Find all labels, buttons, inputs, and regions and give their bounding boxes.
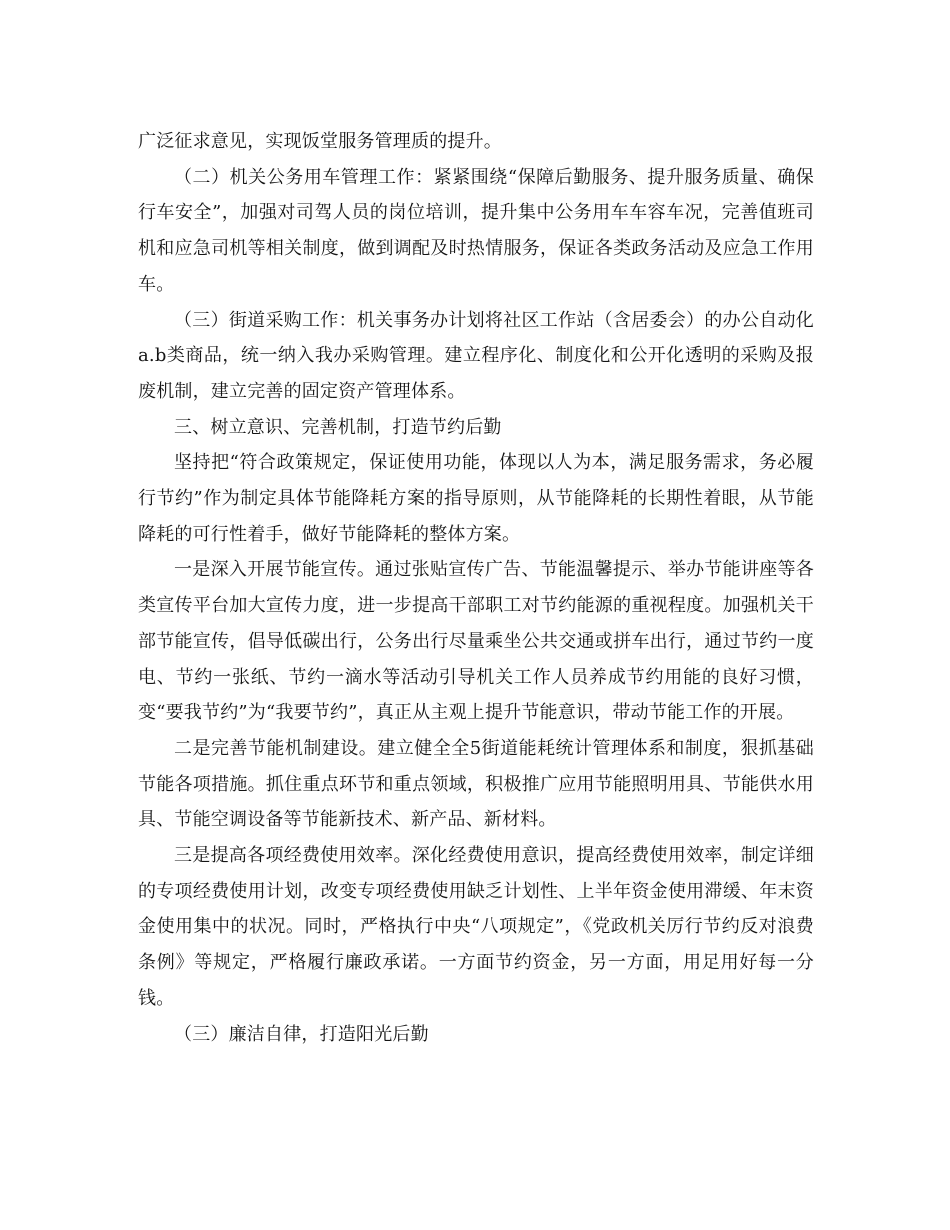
paragraph-5: 坚持把“符合政策规定，保证使用功能，体现以人为本，满足服务需求，务必履行节约”作为制定具体节能降耗方案的指导原则，从节能降耗的长期性着眼，从节能降耗的可行性着手，做好节能降耗的整体方案。 [138,452,814,545]
paragraph-3: （三）街道采购工作：机关事务办计划将社区工作站（含居委会）的办公自动化a.b类商品，统一纳入我办采购管理。建立程序化、制度化和公开化透明的采购及报废机制，建立完善的固定资产管理体系。 [138,309,814,402]
subsection-heading: （三）廉洁自律，打造阳光后勤 [174,1023,429,1045]
paragraph-6: 一是深入开展节能宣传。通过张贴宣传广告、节能温馨提示、举办节能讲座等各类宣传平台加大宣传力度，进一步提高干部职工对节约能源的重视程度。加强机关干部节能宣传，倡导低碳出行，公务出行尽量乘坐公共交通或拼车出行，通过节约一度电、节约一张纸、节约一滴水等活动引导机关工作人员养成节约用能的良好习惯，变“要我节约”为“我要节约”，真正从主观上提升节能意识，带动节能工作的开展。 [138,559,814,724]
paragraph-2: （二）机关公务用车管理工作：紧紧围绕“保障后勤服务、提升服务质量、确保行车安全”，加强对司驾人员的岗位培训，提升集中公务用车车容车况，完善值班司机和应急司机等相关制度，做到调配及时热情服务，保证各类政务活动及应急工作用车。 [138,166,814,295]
paragraph-8: 三是提高各项经费使用效率。深化经费使用意识，提高经费使用效率，制定详细的专项经费使用计划，改变专项经费使用缺乏计划性、上半年资金使用滞缓、年末资金使用集中的状况。同时，严格执行中央“八项规定”，《党政机关厉行节约反对浪费条例》等规定，严格履行廉政承诺。一方面节约资金，另一方面，用足用好每一分钱。 [138,845,814,1009]
paragraph-1: 广泛征求意见，实现饭堂服务管理质的提升。 [138,131,502,152]
document-body [138,124,814,1052]
section-heading-3: 三、树立意识、完善机制，打造节约后勤 [174,416,502,438]
paragraph-7: 二是完善节能机制建设。建立健全全5街道能耗统计管理体系和制度，狠抓基础节能各项措施。抓住重点环节和重点领域，积极推广应用节能照明用具、节能供水用具、节能空调设备等节能新技术、新产品、新材料。 [138,737,814,831]
